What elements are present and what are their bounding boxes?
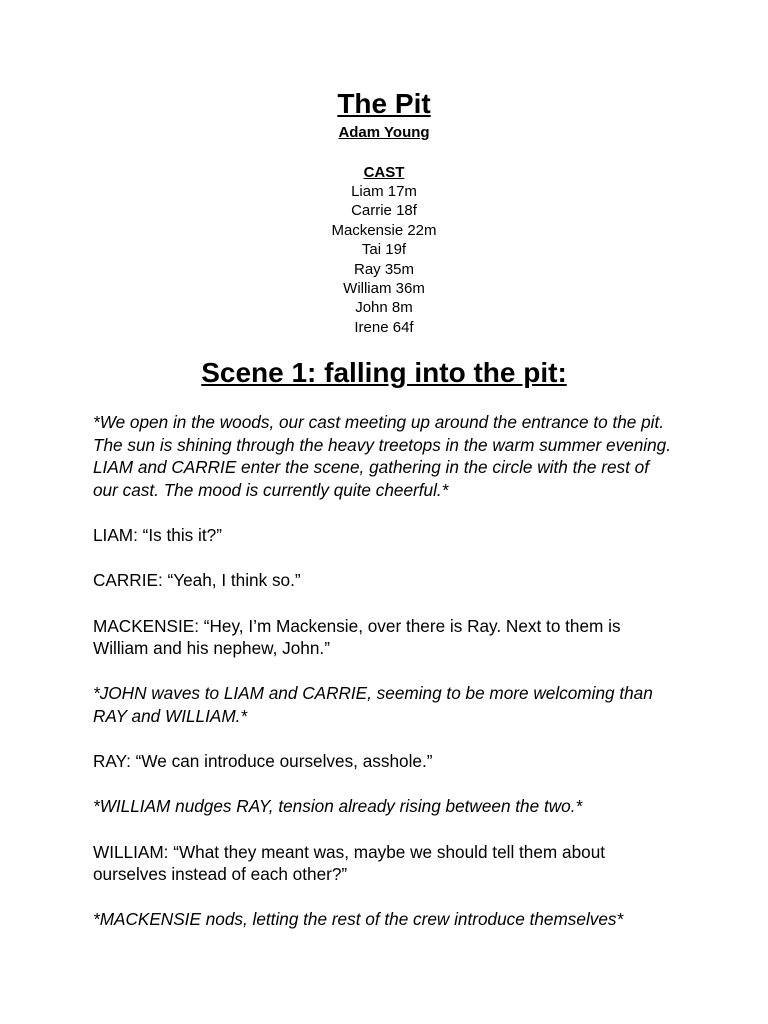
cast-member: Irene 64f: [354, 318, 414, 336]
cast-member: Tai 19f: [361, 241, 407, 259]
dialogue-line: WILLIAM: “What they meant was, maybe we should tell them about ourselves instead of each other?”: [93, 841, 606, 885]
author-name: Adam Young: [338, 124, 430, 141]
document-title: The Pit: [337, 88, 431, 119]
stage-direction: *We open in the woods, our cast meeting up around the entrance to the pit. The sun is shining through the heavy treetops in the warm summer evening. LIAM and CARRIE enter the scene, gathering in the circle with the rest of our cast. The mood is currently quite cheerful.*: [93, 412, 671, 501]
script-page: [93, 86, 675, 954]
stage-direction: *WILLIAM nudges RAY, tension already rising between the two.*: [93, 796, 583, 817]
cast-member: William 36m: [343, 280, 425, 298]
scene-heading: Scene 1: falling into the pit:: [201, 357, 567, 389]
cast-member: Liam 17m: [351, 183, 417, 200]
dialogue-line: MACKENSIE: “Hey, I’m Mackensie, over there is Ray. Next to them is William and his nephew, John.”: [93, 615, 621, 659]
stage-direction: *JOHN waves to LIAM and CARRIE, seeming to be more welcoming than RAY and WILLIAM.*: [93, 683, 653, 726]
cast-member: Ray 35m: [353, 260, 415, 278]
dialogue-line: RAY: “We can introduce ourselves, asshole.”: [93, 751, 433, 772]
cast-member: Mackensie 22m: [331, 221, 437, 239]
cast-member: John 8m: [355, 299, 413, 317]
cast-list: [93, 182, 675, 337]
stage-direction: *MACKENSIE nods, letting the rest of the crew introduce themselves*: [93, 909, 624, 930]
cast-heading: CAST: [363, 164, 405, 181]
dialogue-line: LIAM: “Is this it?”: [93, 525, 222, 546]
cast-member: Carrie 18f: [351, 202, 417, 220]
script-body: [93, 411, 675, 931]
dialogue-line: CARRIE: “Yeah, I think so.”: [93, 570, 301, 591]
